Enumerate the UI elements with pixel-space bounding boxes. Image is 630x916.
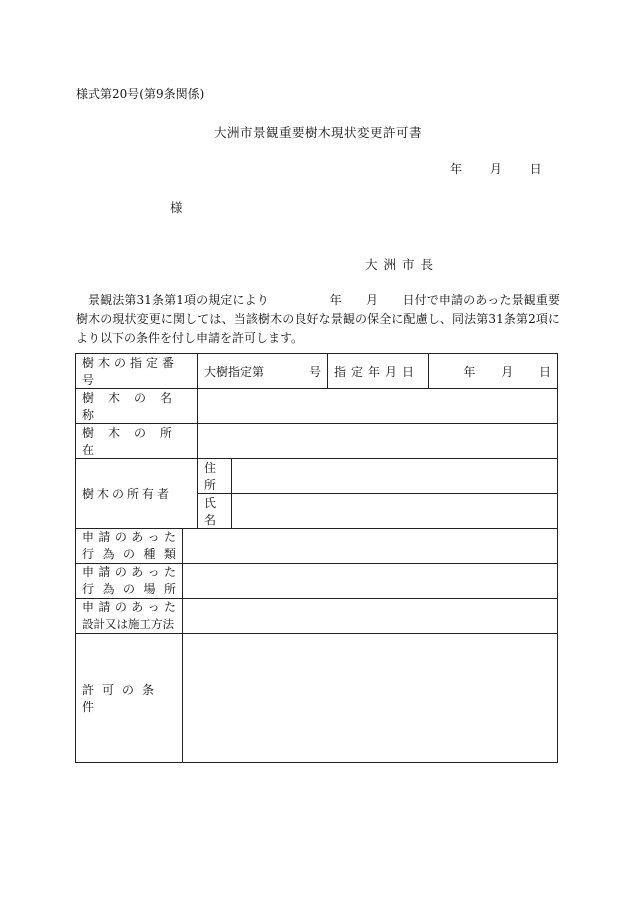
action-type-value xyxy=(183,529,558,564)
tree-name-value xyxy=(198,389,558,424)
conditions-value xyxy=(183,634,558,763)
owner-name-value xyxy=(232,494,558,529)
action-place-label: 申請のあった 行為の場所 xyxy=(76,564,183,599)
tree-name-label: 樹木の名称 xyxy=(76,389,198,424)
action-place-row xyxy=(76,564,558,599)
addressee-suffix: 様 xyxy=(170,200,183,215)
designation-date-label: 指定年月日 xyxy=(328,354,429,389)
permission-body-text: 景観法第31条第1項の規定により 年 月 日付で申請のあった景観重要樹木の現状変更に関しては、当該樹木の良好な景観の保全に配慮し、同法第31条第2項により以下の条件を付し申請を許可します。 xyxy=(76,293,560,345)
tree-info-table xyxy=(75,353,558,763)
design-method-label: 申請のあった 設計又は施工方法 xyxy=(76,599,183,634)
document-title: 大洲市景観重要樹木現状変更許可書 xyxy=(213,125,422,140)
conditions-label: 許可の条件 xyxy=(76,634,183,763)
action-place-value xyxy=(183,564,558,599)
action-type-label: 申請のあった 行為の種類 xyxy=(76,529,183,564)
designation-number-cell xyxy=(198,354,328,389)
owner-address-label: 住所 xyxy=(198,459,232,494)
issue-date-line: 年 月 日 xyxy=(450,162,542,176)
designation-number-prefix: 大樹指定第 xyxy=(204,364,265,379)
designation-row xyxy=(76,354,558,389)
owner-address-row xyxy=(76,459,558,494)
designation-number-suffix: 号 xyxy=(309,364,322,379)
tree-location-value xyxy=(198,424,558,459)
action-type-row xyxy=(76,529,558,564)
owner-label: 樹木の所有者 xyxy=(76,459,198,529)
designation-date-value: 年 月 日 xyxy=(429,354,558,389)
conditions-row xyxy=(76,634,558,763)
form-number: 様式第20号(第9条関係) xyxy=(76,87,205,101)
design-method-row xyxy=(76,599,558,634)
owner-name-label: 氏名 xyxy=(198,494,232,529)
designation-number-label: 樹木の指定番号 xyxy=(76,354,198,389)
owner-address-value xyxy=(232,459,558,494)
design-method-value xyxy=(183,599,558,634)
issuer-name: 大洲市長 xyxy=(365,257,440,272)
tree-location-label: 樹木の所在 xyxy=(76,424,198,459)
tree-location-row xyxy=(76,424,558,459)
tree-name-row xyxy=(76,389,558,424)
